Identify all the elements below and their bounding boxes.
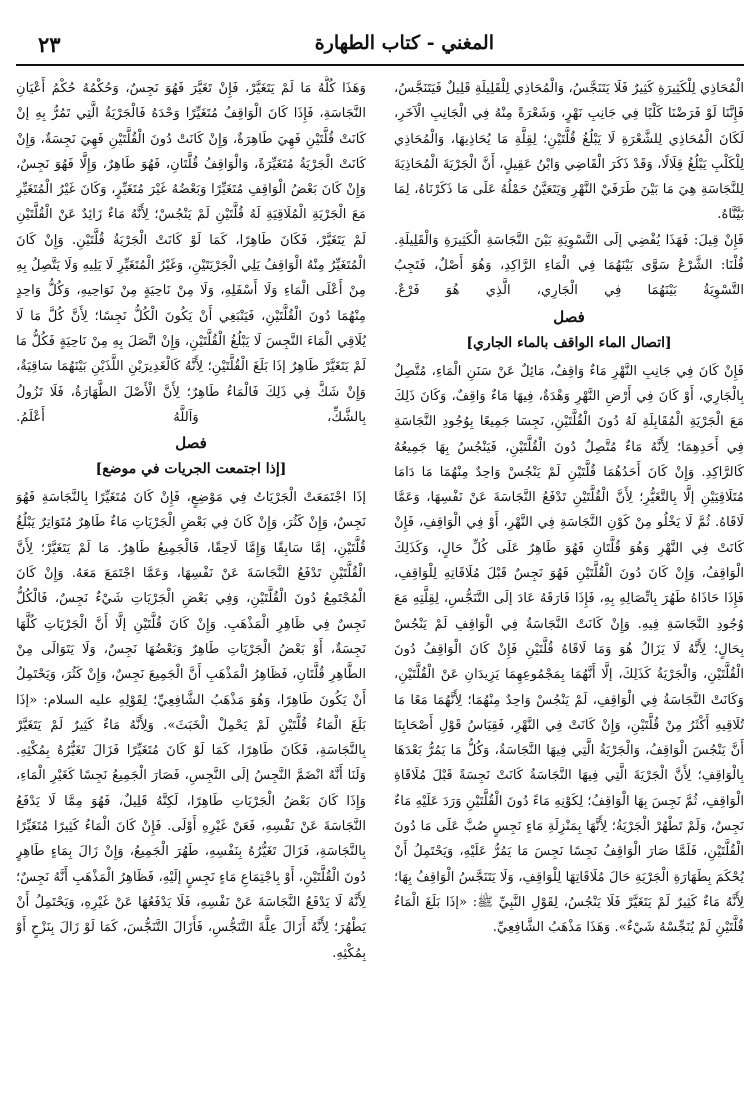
book-brand: المغني	[441, 32, 494, 54]
page	[16, 30, 744, 1080]
paragraph: فَإِنْ قِيلَ: فَهَذَا يُفْضِي إلَى التَّسْوِيَةِ بَيْنَ النَّجَاسَةِ الْكَثِيرَةِ وَالْقَلِيلَةِ. قُلْنَا: الشَّرْعُ سَوَّى بَيْنَهُمَا فِي الْمَاءِ الرَّاكِدِ، وَهُوَ أَصْلٌ، فَتَجِبُ التَّسْوِيَةُ بَيْنَهُمَا فِي الْجَارِي، الَّذِي هُوَ فَرْعٌ.	[394, 232, 744, 299]
paragraph: وَلَنَا أَنَّهُ انْضَمَّ النَّجِسُ إلَى النَّجِسِ، فَصَارَ الْجَمِيعُ نَجِسًا كَغَيْرِ الْمَاءِ، وَإِذَا كَانَ بَعْضُ الْجَرْيَاتِ طَاهِرًا، لَكِنَّهُ قَلِيلٌ، فَهُوَ مِمَّا لَا يَدْفَعُ النَّجَاسَةَ عَنْ نَفْسِهِ، فَعَنْ غَيْرِهِ أَوْلَى. فَإِنْ كَانَ الْمَاءُ كَثِيرًا مُتَغَيِّرًا بِالنَّجَاسَةِ، فَزَالَ تَغَيُّرُهُ بِنَفْسِهِ، طَهُرَ الْجَمِيعُ، وَإِنْ زَالَ بِمَاءٍ طَاهِرٍ دُونَ الْقُلَّتَيْنِ، أَوْ بِاجْتِمَاعِ مَاءٍ نَجِسٍ إلَيْهِ، فَظَاهِرُ الْمَذْهَبِ أَنَّهُ نَجِسٌ؛ لِأَنَّهُ لَا يَدْفَعُ النَّجَاسَةَ عَنْ نَفْسِهِ، فَلَا يَدْفَعُهَا عَنْ غَيْرِهِ، وَيَحْتَمِلُ أَنْ يَطْهُرَ؛ لِأَنَّهُ أَزَالَ عِلَّةَ التَّنَجُّسِ، فَأَزَالَ التَّنَجُّسَ، كَمَا لَوْ زَالَ بِنَزْحٍ أَوْ بِمُكْثِهِ.	[16, 768, 366, 961]
book-title	[315, 32, 494, 54]
text-columns	[16, 76, 744, 1076]
book-section: - كتاب الطهارة	[314, 32, 442, 54]
right-column	[394, 76, 744, 1076]
section-heading: فصل	[175, 434, 207, 453]
paragraph: الْمُحَاذِي لِلْكَثِيرَةِ كَثِيرٌ فَلَا يَتَنَجَّسُ، وَالْمُحَاذِي لِلْقَلِيلَةِ قَلِيلٌ فَيَتَنَجَّسُ، فَإِنَّنَا لَوْ فَرَضْنَا كَلْبًا فِي جَانِبِ نَهْرٍ، وَشَعْرَةً مِنْهُ فِي الْجَانِبِ الْآخَرِ، لَكَانَ الْمُحَاذِي لِلشَّعْرَةِ لَا يَبْلُغُ قُلَّتَيْنِ؛ لِقِلَّةِ مَا يُحَاذِيهَا، وَالْمُحَاذِي لِلْكَلْبِ يَبْلُغُ قِلَالًا، وَقَدْ ذَكَرَ الْقَاضِي وَابْنُ عَقِيلٍ، أَنَّ الْجَرْيَةَ الْمُحَاذِيَةَ لِلنَّجَاسَةِ هِيَ مَا بَيْنَ طَرَفَيْ النَّهْرِ وَيَتَعَيَّنُ حَمْلُهُ عَلَى مَا ذَكَرْنَاهُ، لِمَا بَيَّنَّاهُ.	[394, 81, 744, 223]
paragraph: فَإِنْ كَانَ فِي جَانِبِ النَّهْرِ مَاءٌ وَاقِفٌ، مَائِلٌ عَنْ سَنَنِ الْمَاءِ، مُتَّصِلٌ بِالْجَارِي، أَوْ كَانَ فِي أَرْضِ النَّهْرِ وَهْدَةٌ، فِيهَا مَاءٌ وَاقِفٌ، وَكَانَ ذَلِكَ مَعَ الْجَرْيَةِ الْمُقَابِلَةِ لَهُ دُونَ الْقُلَّتَيْنِ، نَجِسَا جَمِيعًا بِوُجُودِ النَّجَاسَةِ فِي أَحَدِهِمَا؛ لِأَنَّهُ مَاءٌ مُتَّصِلٌ دُونَ الْقُلَّتَيْنِ، فَيَنْجُسُ بِهَا جَمِيعُهُ كَالرَّاكِدِ. وَإِنْ كَانَ أَحَدُهُمَا قُلَّتَيْنِ لَمْ يَنْجُسْ وَاحِدٌ مِنْهُمَا مَا دَامَا مُتَلَاقِيَيْنِ إلَّا بِالتَّغَيُّرِ؛ لِأَنَّ الْقُلَّتَيْنِ تَدْفَعُ النَّجَاسَةَ عَنْ نَفْسِهَا، وَعَمَّا لَاقَاهُ. ثُمَّ لَا يَخْلُو مِنْ كَوْنِ النَّجَاسَةِ فِي النَّهْرِ، أَوْ فِي الْوَاقِفِ، فَإِنْ كَانَتْ فِي النَّهْرِ وَهُوَ قُلَّتَانِ فَهُوَ طَاهِرٌ عَلَى كُلِّ حَالٍ، وَكَذَلِكَ الْوَاقِفُ، وَإِنْ كَانَ دُونَ الْقُلَّتَيْنِ فَهُوَ نَجِسٌ قَبْلَ مُلَاقَاتِهِ لِلْوَاقِفِ، فَإِذَا حَاذَاهُ طَهُرَ بِاتِّصَالِهِ بِهِ، فَإِذَا فَارَقَهُ عَادَ إلَى التَّنَجُّسِ، لِقِلَّتِهِ مَعَ وُجُودِ النَّجَاسَةِ فِيهِ. وَإِنْ كَانَتْ النَّجَاسَةُ فِي الْوَاقِفِ لَمْ يَنْجُسْ بِحَالٍ؛ لِأَنَّهُ لَا يَزَالُ هُوَ وَمَا لَاقَاهُ قُلَّتَيْنِ فَإِنْ كَانَ الْوَاقِفُ دُونَ الْقُلَّتَيْنِ، وَالْجَرْيَةُ كَذَلِكَ، إلَّا أَنَّهُمَا بِمَجْمُوعِهِمَا يَزِيدَانِ عَنْ الْقُلَّتَيْنِ، وَكَانَتْ النَّجَاسَةُ فِي الْوَاقِفِ، لَمْ يَنْجُسْ وَاحِدٌ مِنْهُمَا؛ لِأَنَّهُمَا مَعًا مَا تُلَاقِيهِ أَكْثَرُ مِنْ قُلَّتَيْنِ، وَإِنْ كَانَتْ فِي النَّهْرِ، فَقِيَاسُ قَوْلِ أَصْحَابِنَا أَنَّ يَنْجُسَ الْوَاقِفُ، وَالْجَرْيَةُ الَّتِي فِيهَا النَّجَاسَةُ، وَكُلُّ مَا يَمُرُّ بَعْدَهَا بِالْوَاقِفِ؛ لِأَنَّ الْجَرْيَةَ الَّتِي فِيهَا النَّجَاسَةُ كَانَتْ نَجِسَةً قَبْلَ مُلَاقَاةِ الْوَاقِفِ، ثُمَّ نَجِسَ بِهَا الْوَاقِفُ؛ لِكَوْنِهِ مَاءً دُونَ الْقُلَّتَيْنِ وَرَدَ عَلَيْهِ مَاءٌ نَجِسٌ، وَلَمْ تَطْهُرْ الْجَرْيَةُ؛ لِأَنَّهَا بِمَنْزِلَةِ مَاءٍ نَجِسٍ صُبَّ عَلَى مَا دُونَ الْقُلَّتَيْنِ، فَلَمَّا صَارَ الْوَاقِفُ نَجِسًا نَجِسَ مَا يَمُرُّ عَلَيْهِ، وَيَحْتَمِلُ أَنْ يُحْكَمَ بِطَهَارَةِ الْجَرْيَةِ حَالَ مُلَاقَاتِهَا لِلْوَاقِفِ، وَلَا يَتَنَجَّسُ الْوَاقِفُ بِهَا؛ لِأَنَّهُ مَاءٌ كَثِيرٌ لَمْ يَتَغَيَّرْ فَلَا يَنْجُسُ، لِقَوْلِ النَّبِيِّ ﷺ: «إذَا بَلَغَ الْمَاءُ قُلَّتَيْنِ لَمْ يُنَجِّسْهُ شَيْءٌ». وَهَذَا مَذْهَبُ الشَّافِعِيِّ.	[394, 363, 744, 936]
paragraph: وَهَذَا كُلُّهُ مَا لَمْ يَتَغَيَّرْ، فَإِنْ تَغَيَّرَ فَهُوَ نَجِسٌ، وَحُكْمُهُ حُكْمُ أَعْيَانِ النَّجَاسَةِ، فَإِذَا كَانَ الْوَاقِفُ مُتَغَيِّرًا وَحْدَهُ فَالْجَرْيَةُ الَّتِي تَمُرُّ بِهِ إنْ كَانَتْ قُلَّتَيْنِ فَهِيَ طَاهِرَةٌ، وَإِنْ كَانَتْ دُونَ الْقُلَّتَيْنِ فَهِيَ نَجِسَةٌ، وَإِنْ كَانَتْ الْجَرْيَةُ مُتَغَيِّرَةً، وَالْوَاقِفُ قُلَّتَانِ، فَهُوَ طَاهِرٌ، وَإِلَّا فَهُوَ نَجِسٌ، وَإِنْ كَانَ بَعْضُ الْوَاقِفِ مُتَغَيِّرًا وَبَعْضُهُ غَيْرَ مُتَغَيِّرٍ، وَكَانَ غَيْرُ الْمُتَغَيِّرِ مَعَ الْجَرْيَةِ الْمُلَاقِيَةِ لَهُ قُلَّتَيْنِ لَمْ يَنْجُسْ؛ لِأَنَّهُ مَاءٌ زَائِدٌ عَنْ الْقُلَّتَيْنِ لَمْ يَتَغَيَّرْ، فَكَانَ طَاهِرًا، كَمَا لَوْ كَانَتْ الْجَرْيَةُ قُلَّتَيْنِ. وَإِنْ كَانَ الْمُتَغَيِّرُ مِنْهُ الْوَاقِفُ يَلِي الْجَرْيَتَيْنِ، وَغَيْرُ الْمُتَغَيِّرِ لَا يَلِيهِ وَلَا يَتَّصِلُ بِهِ مِنْ أَعْلَى الْمَاءِ وَلَا أَسْفَلِهِ، وَلَا مِنْ نَاحِيَةٍ مِنْ نَوَاحِيهِ، وَكُلُّ وَاحِدٍ مِنْهُمَا دُونَ الْقُلَّتَيْنِ، فَيَنْبَغِي أَنْ يَكُونَ الْكُلُّ نَجِسًا؛ لِأَنَّ كُلَّ مَا لَا يُلَاقِي الْمَاءَ النَّجِسَ لَا يَبْلُغُ الْقُلَّتَيْنِ، وَإِنْ اتَّصَلَ بِهِ مِنْ نَاحِيَةٍ فَكُلُّ مَا لَمْ يَتَغَيَّرْ طَاهِرٌ إذَا بَلَغَ الْقُلَّتَيْنِ؛ لِأَنَّهُ كَالْغَدِيرَيْنِ اللَّذَيْنِ بَيْنَهُمَا سَاقِيَةٌ، وَإِنْ شَكَّ فِي ذَلِكَ فَالْمَاءُ طَاهِرٌ؛ لِأَنَّ الْأَصْلَ الطَّهَارَةُ، فَلَا تَزُولُ بِالشَّكِّ، وَاَللَّهُ أَعْلَمُ.	[16, 81, 366, 425]
section-heading: فصل	[553, 307, 585, 326]
left-column	[16, 76, 366, 1076]
page-number: ٢٣	[38, 32, 61, 57]
section-subheading: [إذا اجتمعت الجريات في موضع]	[95, 461, 287, 478]
paragraph: إذَا اجْتَمَعَتْ الْجَرْيَاتُ فِي مَوْضِعٍ، فَإِنْ كَانَ مُتَغَيِّرًا بِالنَّجَاسَةِ فَهُوَ نَجِسٌ، وَإِنْ كَثُرَ، وَإِنْ كَانَ فِي بَعْضِ الْجَرْيَاتِ مَاءٌ طَاهِرٌ مُتَوَاتِرٌ يَبْلُغُ قُلَّتَيْنِ، إمَّا سَابِقًا وَإِمَّا لَاحِقًا، فَالْجَمِيعُ طَاهِرٌ. مَا لَمْ يَتَغَيَّرْ؛ لِأَنَّ الْقُلَّتَيْنِ تَدْفَعُ النَّجَاسَةَ عَنْ نَفْسِهَا، وَعَمَّا اجْتَمَعَ مَعَهُ. وَإِنْ كَانَ الْمُجْتَمِعُ دُونَ الْقُلَّتَيْنِ، وَفِي بَعْضِ الْجَرْيَاتِ شَيْءٌ نَجِسٌ، فَالْكُلُّ نَجِسٌ فِي ظَاهِرِ الْمَذْهَبِ. وَإِنْ كَانَ قُلَّتَيْنِ إلَّا أَنَّ الْجَرْيَاتِ كُلَّهَا نَجِسَةٌ، أَوْ بَعْضُ الْجَرْيَاتِ طَاهِرٌ وَبَعْضُهَا نَجِسٌ، وَلَا يَتَوَالَى مِنْ الطَّاهِرِ قُلَّتَانِ، فَظَاهِرُ الْمَذْهَبِ أَنَّ الْجَمِيعَ نَجِسٌ، وَإِنْ كَثُرَ، وَيَحْتَمِلُ أَنْ يَكُونَ طَاهِرًا، وَهُوَ مَذْهَبُ الشَّافِعِيِّ؛ لِقَوْلِهِ عليه السلام: «إذَا بَلَغَ الْمَاءُ قُلَّتَيْنِ لَمْ يَحْمِلْ الْخَبَثَ». وَلِأَنَّهُ مَاءٌ كَثِيرٌ لَمْ يَتَغَيَّرْ بِالنَّجَاسَةِ، فَكَانَ طَاهِرًا، كَمَا لَوْ كَانَ مُتَغَيِّرًا فَزَالَ تَغَيُّرُهُ بِمُكْثِهِ.	[16, 490, 366, 759]
running-header	[16, 30, 744, 66]
section-subheading: [اتصال الماء الواقف بالماء الجاري]	[466, 334, 672, 351]
